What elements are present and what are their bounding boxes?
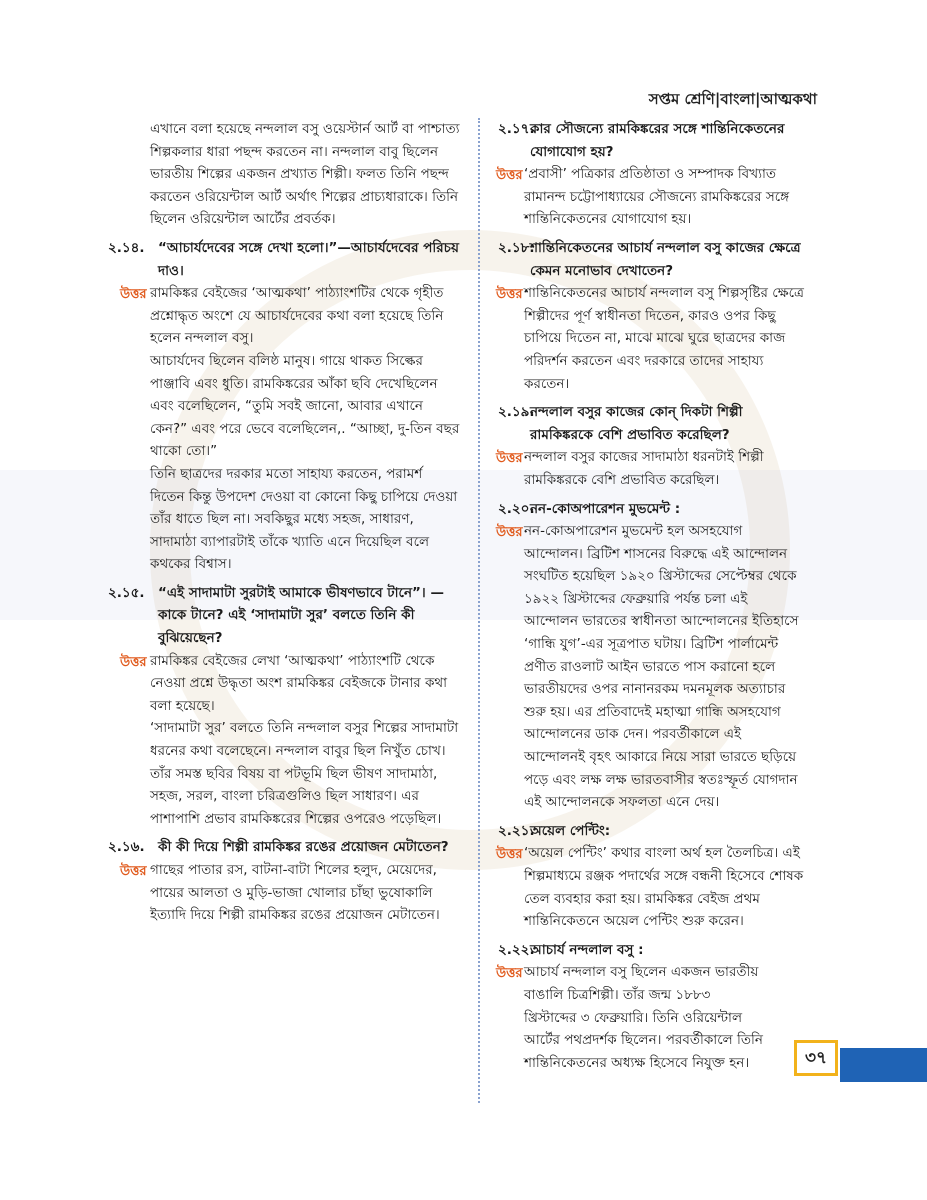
question-2-22 [500, 939, 805, 962]
answer-2-16 [120, 859, 460, 927]
question-text: শান্তিনিকেতনের আচার্য নন্দলাল বসু কাজের ক্ষেত্রে কেমন মনোভাব দেখাতেন? [530, 239, 801, 279]
answer-2-17 [496, 163, 805, 231]
right-column [496, 118, 805, 1074]
answer-icon: উত্তর [120, 654, 147, 670]
question-number: ২.২২. [498, 941, 535, 958]
question-2-21 [500, 820, 805, 843]
question-text: অয়েল পেন্টিং: [530, 822, 611, 839]
question-number: ২.১৬. [108, 839, 145, 856]
question-text: নন্দলাল বসুর কাজের কোন্ দিকটা শিল্পী রামকিঙ্করকে বেশি প্রভাবিত করেছিল? [530, 404, 743, 443]
page-header: সপ্তম শ্রেণি|বাংলা|আত্মকথা [648, 90, 817, 108]
question-number: ২.১৪. [108, 239, 145, 256]
answer-icon: উত্তর [496, 966, 523, 982]
answer-2-14 [120, 282, 460, 576]
question-text: কার সৌজন্যে রামকিঙ্করের সঙ্গে শান্তিনিকেতনের যোগাযোগ হয়? [530, 121, 785, 160]
question-2-17 [500, 118, 805, 163]
answer-2-15 [120, 650, 460, 831]
answer-paragraph: গাছের পাতার রস, বাটনা-বাটা শিলের হলুদ, মেয়েদের, পায়ের আলতা ও মুড়ি-ভাজা খোলার চাঁছা ভুষোকালি ইত্যাদি দিয়ে শিল্পী রামকিঙ্কর রঙের প্রয়োজন মেটাতেন। [150, 862, 440, 924]
question-text: “আচার্যদেবের সঙ্গে দেখা হলো।”—আচার্যদেবের পরিচয় দাও। [158, 239, 459, 279]
answer-icon: উত্তর [496, 451, 523, 467]
answer-2-22 [496, 961, 805, 1074]
answer-icon: উত্তর [496, 525, 523, 541]
answer-2-21 [496, 842, 805, 932]
question-2-20 [500, 498, 805, 521]
answer-icon: উত্তর [496, 168, 523, 184]
intro-paragraph: এখানে বলা হয়েছে নন্দলাল বসু ওয়েস্টার্ন আর্ট বা পাশ্চাত্য শিল্পকলার ধারা পছন্দ করতেন না। নন্দলাল বাবু ছিলেন ভারতীয় শিল্পের একজন প্রখ্যাত শিল্পী। ফলত তিনি পছন্দ করতেন ওরিয়েন্টাল আর্ট অর্থাৎ শিল্পের প্রাচ্যধারাকে। তিনি ছিলেন ওরিয়েন্টাল আর্টের প্রবর্তক। [150, 121, 460, 228]
answer-paragraph: ‘সাদামাটা সুর’ বলতে তিনি নন্দলাল বসুর শিল্পের সাদামাটা ধরনের কথা বলেছেনে। নন্দলাল বাবুর ছিল নিখুঁত চোখ। তাঁর সমস্ত ছবির বিষয় বা পটভূমি ছিল ভীষণ সাদামাঠা, সহজ, সরল, বাংলা চরিত্রগুলিও ছিল সাধারণ। এর পাশাপাশি প্রভাব রামকিঙ্করের শিল্পের ওপরেও পড়েছিল। [150, 720, 459, 827]
answer-paragraph: আচার্য নন্দলাল বসু ছিলেন একজন ভারতীয় বাঙালি চিত্রশিল্পী। তাঁর জন্ম ১৮৮৩ খ্রিস্টাব্দের ৩ ফেব্রুয়ারি। তিনি ওরিয়েন্টাল আর্টের পথপ্রদর্শক ছিলেন। পরবর্তীকালে তিনি শান্তিনিকেতনের অধ্যক্ষ হিসেবে নিযুক্ত হন। [524, 964, 763, 1071]
question-text: আচার্য নন্দলাল বসু : [530, 941, 644, 958]
column-divider [478, 118, 481, 1103]
question-text: কী কী দিয়ে শিল্পী রামকিঙ্কর রঙের প্রয়োজন মেটাতেন? [158, 839, 449, 856]
page-number: ৩৭ [794, 1040, 838, 1076]
question-text: নন-কোঅপারেশন মুভমেন্ট : [530, 500, 681, 517]
answer-paragraph: ‘প্রবাসী’ পত্রিকার প্রতিষ্ঠাতা ও সম্পাদক বিখ্যাত রামানন্দ চট্টোপাধ্যায়ের সৌজন্যে রামকিঙ্করের সঙ্গে শান্তিনিকেতনের যোগাযোগ হয়। [524, 166, 790, 228]
answer-icon: উত্তর [120, 864, 147, 879]
question-number: ২.১৭. [498, 121, 535, 137]
question-number: ২.১৯. [498, 404, 535, 421]
page-number-bar [840, 1048, 927, 1082]
question-2-16 [108, 836, 460, 859]
left-column [108, 118, 460, 927]
answer-2-19 [496, 446, 805, 491]
answer-2-20 [496, 520, 805, 814]
answer-paragraph: আচার্যদেব ছিলেন বলিষ্ঠ মানুষ। গায়ে থাকত সিল্কের পাঞ্জাবি এবং ধুতি। রামকিঙ্করের আঁকা ছবি দেখেছিলেন এবং বলেছিলেন, “তুমি সবই জানো, আবার এখানে কেন?” এবং পরে ভেবে বলেছিলেন,. “আচ্ছা, দু-তিন বছর থাকো তো।” [150, 352, 460, 460]
answer-paragraph: ‘অয়েল পেন্টিং’ কথার বাংলা অর্থ হল তৈলচিত্র। এই শিল্পমাধ্যমে রঞ্জক পদার্থের সঙ্গে বন্ধনী হিসেবে শোষক তেল ব্যবহার করা হয়। রামকিঙ্কর বেইজ প্রথম শান্তিনিকেতনে অয়েল পেন্টিং শুরু করেন। [524, 845, 804, 930]
question-2-19 [500, 401, 805, 446]
answer-icon: উত্তর [496, 847, 523, 863]
question-2-15 [108, 582, 460, 650]
question-number: ২.১৮. [498, 239, 535, 256]
question-2-18 [500, 237, 805, 282]
answer-paragraph: তিনি ছাত্রদের দরকার মতো সাহায্য করতেন, পরামর্শ দিতেন কিন্তু উপদেশ দেওয়া বা কোনো কিছু চাপিয়ে দেওয়া তাঁর ধাতে ছিল না। সবকিছুর মধ্যে সহজ, সাধারণ, সাদামাঠা ব্যাপারটাই তাঁকে খ্যাতি এনে দিয়েছিল বলে কথকের বিশ্বাস। [150, 465, 458, 573]
question-text: “এই সাদামাটা সুরটাই আমাকে ভীষণভাবে টানে”। —কাকে টানে? এই ‘সাদামাটা সুর’ বলতে তিনি কী বুঝিয়েছেন? [158, 584, 444, 647]
question-number: ২.২১. [498, 822, 535, 839]
answer-icon: উত্তর [120, 287, 147, 303]
question-number: ২.১৫. [108, 584, 145, 601]
answer-paragraph: রামকিঙ্কর বেইজের লেখা ‘আত্মকথা’ পাঠ্যাংশটি থেকে নেওয়া প্রশ্নে উদ্ধৃতা অংশ রামকিঙ্কর বেইজকে টানার কথা বলা হয়েছে। [150, 652, 448, 714]
question-2-14 [108, 237, 460, 282]
answer-2-18 [496, 282, 805, 395]
question-number: ২.২০. [498, 500, 535, 517]
answer-paragraph: রামকিঙ্কর বেইজের ‘আত্মকথা’ পাঠ্যাংশটির থেকে গৃহীত প্রশ্নোদ্ধৃত অংশে যে আচার্যদেবের কথা বলা হয়েছে তিনি হলেন নন্দলাল বসু। [150, 285, 444, 347]
answer-paragraph: শান্তিনিকেতনের আচার্য নন্দলাল বসু শিল্পসৃষ্টির ক্ষেত্রে শিল্পীদের পূর্ণ স্বাধীনতা দিতেন, কারও ওপর কিছু চাপিয়ে দিতেন না, মাঝে মাঝে ঘুরে ছাত্রদের কাজ পরিদর্শন করতেন এবং দরকারে তাদের সাহায্য করতেন। [524, 285, 804, 392]
answer-paragraph: নন-কোঅপারেশন মুভমেন্ট হল অসহযোগ আন্দোলন। ব্রিটিশ শাসনের বিরুদ্ধে এই আন্দোলন সংঘটিত হয়েছিল ১৯২০ খ্রিস্টাব্দের সেপ্টেম্বর থেকে ১৯২২ খ্রিস্টাব্দের ফেব্রুয়ারি পর্যন্ত চলা এই আন্দোলন ভারতের স্বাধীনতা আন্দোলনের ইতিহাসে ‘গান্ধি যুগ’-এর সূত্রপাত ঘটায়। ব্রিটিশ পার্লামেন্ট প্রণীত রাওলাট আইন ভারতে পাস করানো হলে ভারতীয়দের ওপর নানানরকম দমনমূলক অত্যাচার শুরু হয়। এর প্রতিবাদেই মহাত্মা গান্ধি অসহযোগ আন্দোলনের ডাক দেন। পরবর্তীকালে এই আন্দোলনই বৃহৎ আকারে নিয়ে সারা ভারতে ছড়িয়ে পড়ে এবং লক্ষ লক্ষ ভারতবাসীর স্বতঃস্ফূর্ত যোগদান এই আন্দোলনকে সফলতা এনে দেয়। [524, 523, 799, 811]
answer-paragraph: নন্দলাল বসুর কাজের সাদামাঠা ধরনটাই শিল্পী রামকিঙ্করকে বেশি প্রভাবিত করেছিল। [524, 449, 764, 488]
answer-icon: উত্তর [496, 287, 523, 303]
